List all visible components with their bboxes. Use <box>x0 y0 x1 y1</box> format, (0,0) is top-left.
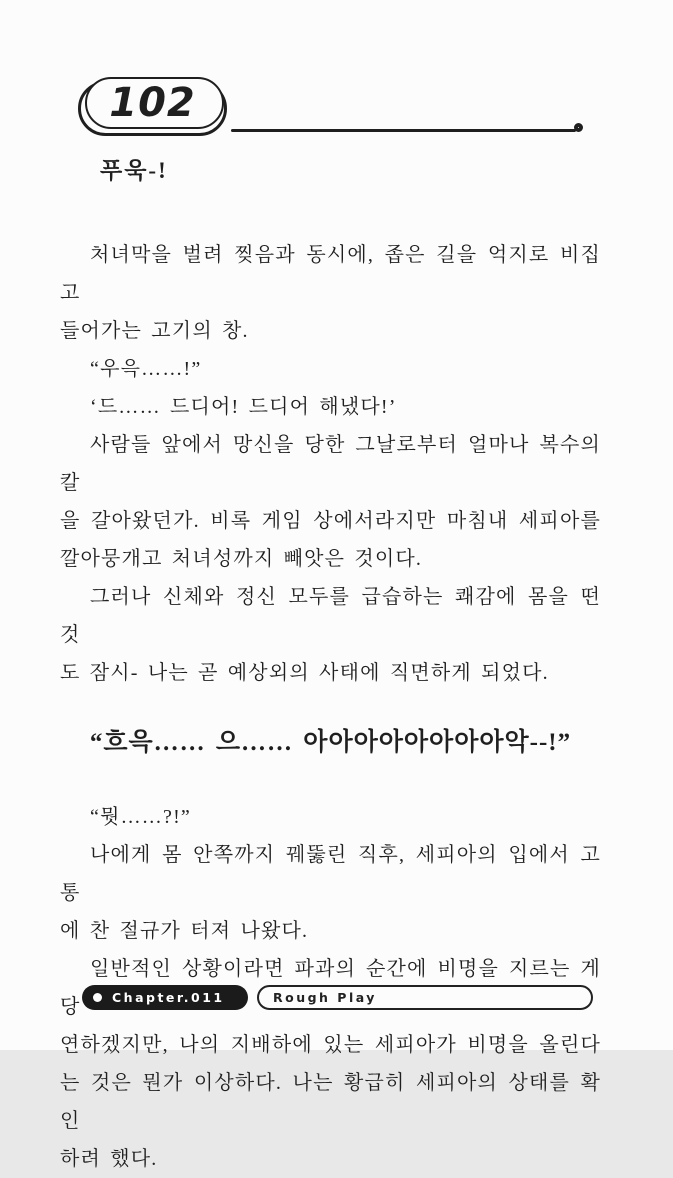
chapter-title: Rough Play <box>273 990 377 1005</box>
page-header <box>78 77 618 143</box>
text-line: 하려 했다. <box>60 1148 158 1170</box>
page-footer <box>82 985 593 1010</box>
header-rule-line <box>231 129 576 132</box>
text-line: 에 찬 절규가 터져 나왔다. <box>60 920 309 942</box>
bullet-dot-icon <box>93 993 102 1002</box>
text-line: 나에게 몸 안쪽까지 꿰뚫린 직후, 세피아의 입에서 고통 <box>60 844 601 904</box>
chapter-title-badge <box>257 985 593 1010</box>
text-line: 깔아뭉개고 처녀성까지 빼앗은 것이다. <box>60 548 423 570</box>
text-line: 처녀막을 벌려 찢음과 동시에, 좁은 길을 억지로 비집고 <box>60 244 601 304</box>
chapter-badge <box>82 985 248 1010</box>
paragraph <box>60 836 601 950</box>
text-line: ‘드…… 드디어! 드디어 해냈다!’ <box>90 396 397 418</box>
paragraph <box>60 426 601 578</box>
text-line: 그러나 신체와 정신 모두를 급습하는 쾌감에 몸을 떤 것 <box>60 586 601 646</box>
text-line: 는 것은 뭔가 이상하다. 나는 황급히 세피아의 상태를 확인 <box>60 1072 601 1132</box>
text-line: “우윽……!” <box>90 358 202 380</box>
paragraph <box>60 798 601 836</box>
paragraph <box>60 350 601 388</box>
text-line: 연하겠지만, 나의 지배하에 있는 세피아가 비명을 올린다 <box>60 1034 601 1056</box>
shout-line <box>60 720 601 766</box>
text-line: 도 잠시- 나는 곧 예상외의 사태에 직면하게 되었다. <box>60 662 549 684</box>
text-line: 사람들 앞에서 망신을 당한 그날로부터 얼마나 복수의 칼 <box>60 434 601 494</box>
lead-line <box>60 156 601 186</box>
line-end-ring-icon <box>574 123 583 132</box>
body-text <box>60 156 601 1178</box>
paragraph <box>60 388 601 426</box>
text-line: 푸욱-! <box>100 158 168 183</box>
text-line: 을 갈아왔던가. 비록 게임 상에서라지만 마침내 세피아를 <box>60 510 601 532</box>
paragraph <box>60 578 601 692</box>
text-line: 일반적인 상황이라면 파과의 순간에 비명을 지르는 게 당 <box>60 958 601 1018</box>
page-number-badge <box>85 77 224 129</box>
text-line: 들어가는 고기의 창. <box>60 320 249 342</box>
chapter-label: Chapter.011 <box>112 990 225 1005</box>
paragraph <box>60 236 601 350</box>
text-line: “뭣……?!” <box>90 806 192 828</box>
text-line: “흐윽…… 으…… 아아아아아아아아악--!” <box>89 729 572 756</box>
page-number: 102 <box>109 80 196 126</box>
